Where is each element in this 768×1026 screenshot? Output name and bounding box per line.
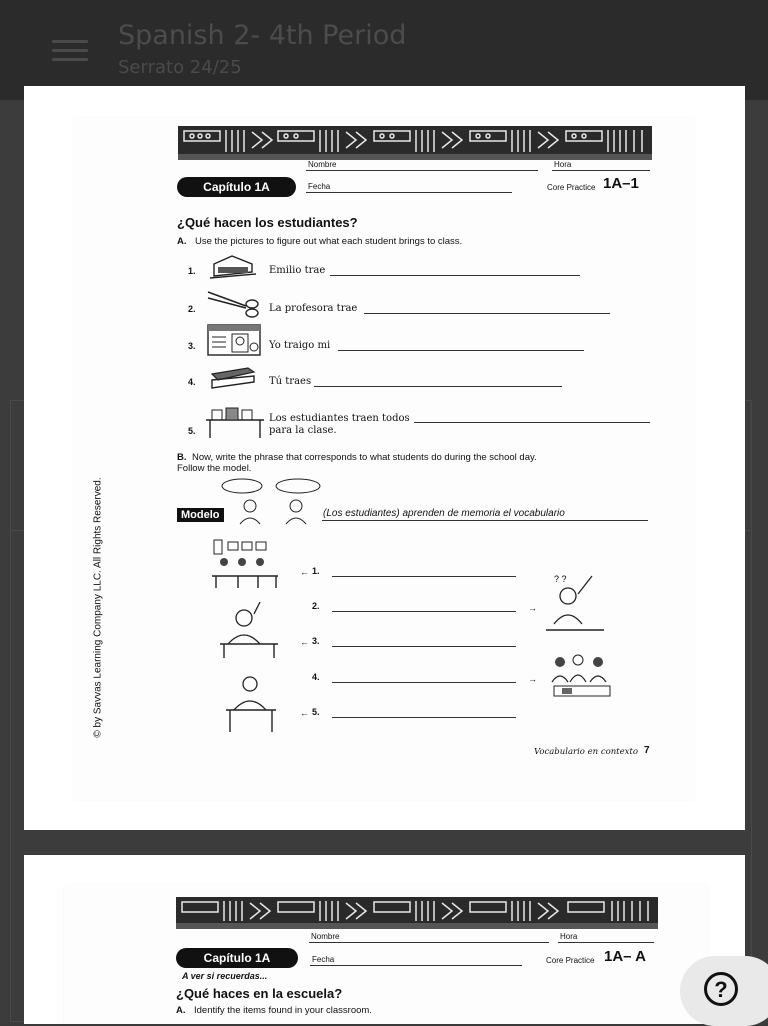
desk-supplies-icon [204,406,266,440]
course-subtitle: Serrato 24/25 [118,57,242,78]
hamburger-menu-icon[interactable] [52,40,88,62]
item-number: 2. [188,304,196,314]
part-a-instructions: Use the pictures to figure out what each student brings to class. [195,236,463,247]
course-title: Spanish 2- 4th Period [118,20,407,51]
item-text: La profesora trae [269,303,358,314]
copyright-notice: © by Savvas Learning Company LLC. All Rights Reserved. [92,477,104,738]
hora-label: Hora [560,932,578,941]
student-raising-hand-icon [544,572,608,636]
group-of-students-icon [548,652,618,704]
fecha-line [310,965,522,966]
answer-line [364,313,610,314]
item-number: 4. [188,377,196,387]
image-viewer-card-2[interactable] [24,855,745,1024]
decorative-border-band [176,897,658,929]
item-number: 1. [312,566,320,576]
item-number: 5. [312,707,320,717]
modelo-label: Modelo [177,508,224,522]
svg-text:? ?: ? ? [554,574,567,584]
nombre-line [306,170,538,171]
fecha-line [306,192,512,193]
scissors-icon [206,288,262,318]
item-number: 5. [188,426,196,436]
footer-section: Vocabulario en contexto [534,747,638,757]
core-practice-label: Core Practice [547,183,596,192]
student-at-desk-icon [216,600,282,660]
answer-line [332,682,516,683]
section-subtitle: A ver si recuerdas... [182,971,268,981]
arrow-left: ← [300,567,309,577]
chapter-badge: Capítulo 1A [176,948,298,968]
part-a-instructions: Identify the items found in your classroom. [194,1005,372,1016]
arrow-left: ← [300,637,309,647]
part-b-instructions-2: Follow the model. [177,463,252,474]
answer-line [332,611,516,612]
chapter-badge: Capítulo 1A [177,177,296,197]
item-text: Los estudiantes traen todos [269,413,410,424]
arrow-left: ← [300,708,309,718]
arrow-right: → [528,674,537,684]
app-header [0,0,768,100]
core-practice-code: 1A–1 [603,175,639,192]
page-number: 7 [644,745,650,756]
item-number: 2. [312,601,320,611]
student-writing-icon [220,672,282,734]
answer-line [330,275,580,276]
part-a-letter: A. [177,236,187,247]
nombre-label: Nombre [311,932,340,941]
arrow-right: → [528,603,537,613]
decorative-border-band [178,126,652,160]
part-a-letter: A. [176,1005,186,1016]
answer-line [338,350,584,351]
item-text: Yo traigo mi [269,340,331,351]
worksheet-title: ¿Qué haces en la escuela? [176,986,343,1001]
fecha-label: Fecha [308,182,331,191]
pattern-band-icon [176,897,658,929]
worksheet-page-2 [64,885,708,1024]
nombre-line [309,942,549,943]
modelo-answer-line [322,520,648,521]
hora-label: Hora [554,160,572,169]
core-practice-code: 1A– A [604,948,646,965]
stapler-icon [208,364,258,394]
nombre-label: Nombre [308,160,337,169]
worksheet-page-1 [74,118,694,800]
image-viewer-card[interactable] [24,86,745,830]
help-button[interactable] [680,956,768,1026]
fecha-label: Fecha [312,955,335,964]
answer-line [332,576,516,577]
part-b-letter: B. [177,452,187,463]
item-text: Tú traes [269,376,312,387]
worksheet-title: ¿Qué hacen los estudiantes? [177,215,358,230]
hora-line [558,942,654,943]
item-number: 3. [312,636,320,646]
id-card-icon [206,323,262,357]
item-number: 4. [312,672,320,682]
item-number: 3. [188,341,196,351]
part-b-instructions: Now, write the phrase that corresponds to what students do during the school day. [192,452,537,463]
students-thinking-icon [220,478,330,526]
stapler-icon [208,252,258,282]
answer-line [314,386,562,387]
item-number: 1. [188,266,196,276]
classroom-students-icon [208,538,282,590]
core-practice-label: Core Practice [546,956,595,965]
answer-line [414,422,650,423]
item-text: Emilio trae [269,265,326,276]
item-text-continued: para la clase. [269,425,337,436]
answer-line [332,717,516,718]
modelo-answer: (Los estudiantes) aprenden de memoria el vocabulario [323,508,565,519]
answer-line [332,646,516,647]
help-icon: ? [704,972,738,1006]
pattern-band-icon [178,126,652,160]
hora-line [552,170,650,171]
